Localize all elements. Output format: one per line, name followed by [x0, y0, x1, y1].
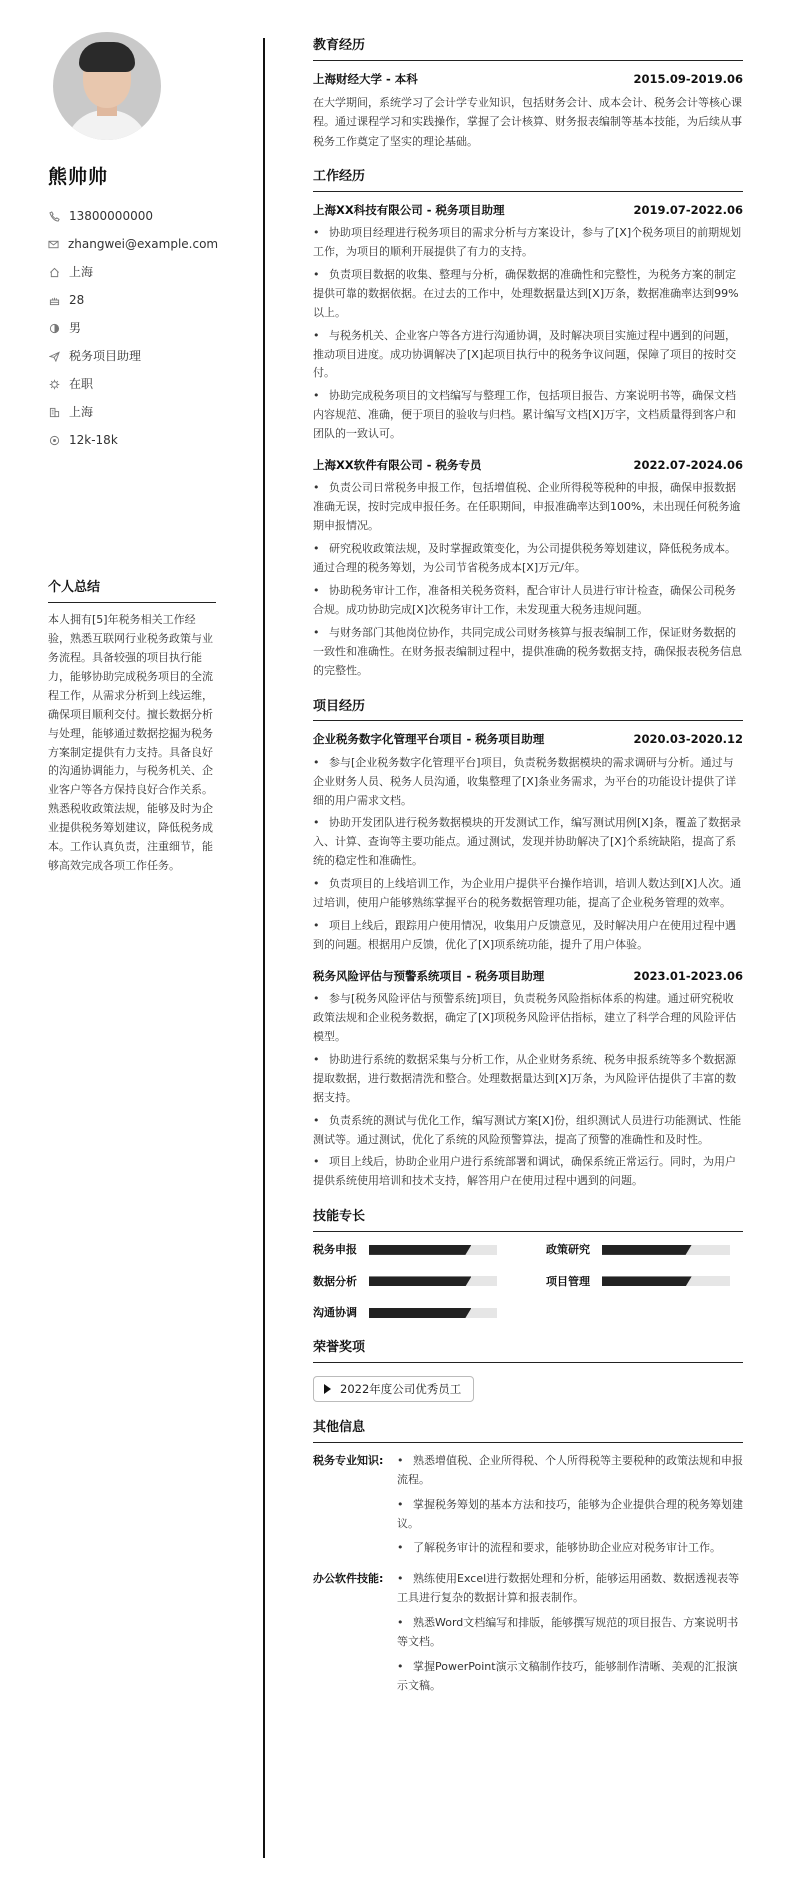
send-icon [48, 350, 60, 362]
info-age-text: 28 [69, 292, 85, 307]
list-item: • 掌握税务筹划的基本方法和技巧，能够为企业提供合理的税务筹划建议。 [397, 1496, 743, 1534]
award-badge [313, 1376, 474, 1402]
info-gender-text: 男 [69, 320, 82, 335]
vertical-divider [263, 38, 265, 1858]
skill-bar-track [369, 1276, 497, 1286]
info-age [48, 286, 216, 314]
awards-section [313, 1338, 743, 1402]
info-phone [48, 202, 216, 230]
other-key: 办公软件技能: [313, 1572, 384, 1586]
list-item: • 负责公司日常税务申报工作，包括增值税、企业所得税等税种的申报，确保申报数据准确无误，按时完成申报任务。在任职期间，申报准确率达到100%，未出现任何税务逾期申报情况。 [313, 479, 743, 536]
project-entry [313, 730, 743, 954]
salary-icon [48, 434, 60, 446]
other-row [313, 1452, 743, 1565]
skill-item [546, 1241, 743, 1259]
education-period: 2015.09-2019.06 [633, 71, 743, 86]
other-bullets [397, 1452, 743, 1559]
list-item: • 负责项目数据的收集、整理与分析，确保数据的准确性和完整性，为税务方案的制定提供可靠的数据依据。在过去的工作中，处理数据量达到[X]万条，数据准确率达到99%以上。 [313, 266, 743, 323]
list-item: • 与财务部门其他岗位协作，共同完成公司财务核算与报表编制工作，保证财务数据的一致性和准确性。在财务报表编制过程中，提供准确的税务数据支持，确保报表税务信息的完整性。 [313, 624, 743, 681]
work-entry-header [313, 201, 743, 219]
info-position-text: 税务项目助理 [69, 348, 142, 363]
info-city-text: 上海 [69, 404, 94, 419]
list-item: • 与税务机关、企业客户等各方进行沟通协调，及时解决项目实施过程中遇到的问题，推动项目进度。成功协调解决了[X]起项目执行中的税务争议问题，保障了项目的按时交付。 [313, 327, 743, 384]
list-item: • 协助完成税务项目的文档编写与整理工作，包括项目报告、方案说明书等，确保文档内容规范、准确，便于项目的验收与归档。累计编写文档[X]万字，文档质量得到客户和团队的一致认可。 [313, 387, 743, 444]
work-company: 上海XX软件有限公司 - 税务专员 [313, 458, 482, 473]
mail-icon [48, 238, 59, 250]
info-salary-text: 12k-18k [69, 432, 118, 447]
projects-section [313, 697, 743, 1192]
project-name: 企业税务数字化管理平台项目 - 税务项目助理 [313, 732, 545, 747]
other-title: 其他信息 [313, 1418, 743, 1443]
skill-bar-fill [369, 1276, 471, 1286]
award-text: 2022年度公司优秀员工 [340, 1381, 462, 1396]
skill-bar-fill [369, 1245, 471, 1255]
work-section [313, 167, 743, 681]
info-city [48, 398, 216, 426]
awards-title: 荣誉奖项 [313, 1338, 743, 1363]
sidebar [48, 32, 219, 876]
list-item: • 协助项目经理进行税务项目的需求分析与方案设计，参与了[X]个税务项目的前期规划工作，为项目的顺利开展提供了有力的支持。 [313, 224, 743, 262]
skill-label: 政策研究 [546, 1243, 590, 1257]
skill-item [313, 1241, 510, 1259]
list-item: • 协助开发团队进行税务数据模块的开发测试工作，编写测试用例[X]条，覆盖了数据录入、计算、查询等主要功能点。通过测试，发现并协助解决了[X]个系统缺陷，提高了系统的稳定性和准确性。 [313, 814, 743, 871]
list-item: • 了解税务审计的流程和要求，能够协助企业应对税务审计工作。 [397, 1539, 743, 1558]
work-bullets [313, 224, 743, 444]
skill-label: 数据分析 [313, 1274, 357, 1288]
contact-info-list [48, 202, 219, 454]
other-row [313, 1570, 743, 1701]
skill-bar-fill [369, 1308, 471, 1318]
work-period: 2022.07-2024.06 [633, 458, 743, 473]
skill-bar-track [369, 1308, 497, 1318]
main-content [313, 36, 743, 1718]
skill-label: 税务申报 [313, 1243, 357, 1257]
list-item: • 协助税务审计工作，准备相关税务资料，配合审计人员进行审计检查，确保公司税务合规。成功协助完成[X]次税务审计工作，未发现重大税务违规问题。 [313, 582, 743, 620]
skill-item [546, 1273, 743, 1291]
summary-title: 个人总结 [48, 578, 216, 603]
work-title: 工作经历 [313, 167, 743, 192]
other-section [313, 1418, 743, 1702]
summary-section [48, 578, 216, 875]
project-name: 税务风险评估与预警系统项目 - 税务项目助理 [313, 968, 545, 983]
list-item: • 熟悉增值税、企业所得税、个人所得税等主要税种的政策法规和申报流程。 [397, 1452, 743, 1490]
work-company: 上海XX科技有限公司 - 税务项目助理 [313, 202, 505, 217]
list-item: • 项目上线后，跟踪用户使用情况，收集用户反馈意见，及时解决用户在使用过程中遇到的问题。根据用户反馈，优化了[X]项系统功能，提升了用户体验。 [313, 917, 743, 955]
project-entry [313, 967, 743, 1191]
other-value [397, 1570, 743, 1701]
info-salary [48, 426, 216, 454]
info-email [48, 230, 219, 258]
skill-item [313, 1304, 510, 1322]
skill-bar-fill [602, 1276, 692, 1286]
phone-icon [48, 210, 60, 222]
project-bullets [313, 754, 743, 955]
work-entry [313, 456, 743, 680]
info-phone-text: 13800000000 [69, 208, 153, 223]
list-item: • 项目上线后，协助企业用户进行系统部署和调试，确保系统正常运行。同时，为用户提供系统使用培训和技术支持，解答用户在使用过程中遇到的问题。 [313, 1153, 743, 1191]
cake-icon [48, 294, 60, 306]
skill-bar-track [602, 1245, 730, 1255]
skill-label: 沟通协调 [313, 1306, 357, 1320]
education-school: 上海财经大学 - 本科 [313, 71, 418, 86]
list-item: • 研究税收政策法规，及时掌握政策变化，为公司提供税务筹划建议，降低税务成本。通过合理的税务筹划，为公司节省税务成本[X]万元/年。 [313, 540, 743, 578]
project-period: 2020.03-2020.12 [633, 732, 743, 747]
info-email-text: zhangwei@example.com [68, 236, 219, 251]
gender-icon [48, 322, 60, 334]
projects-title: 项目经历 [313, 697, 743, 722]
home-icon [48, 266, 60, 278]
info-location-text: 上海 [69, 264, 94, 279]
list-item: • 协助进行系统的数据采集与分析工作，从企业财务系统、税务申报系统等多个数据源提取数据，进行数据清洗和整合。处理数据量达到[X]万条，为风险评估提供了丰富的数据支持。 [313, 1051, 743, 1108]
education-desc: 在大学期间，系统学习了会计学专业知识，包括财务会计、成本会计、税务会计等核心课程。通过课程学习和实践操作，掌握了会计核算、财务报表编制等基本技能，为后续从事税务工作奠定了坚实的理论基础。 [313, 96, 742, 148]
work-entry-header [313, 456, 743, 474]
play-triangle-icon [324, 1384, 331, 1394]
list-item: • 参与[税务风险评估与预警系统]项目，负责税务风险指标体系的构建。通过研究税收政策法规和企业税务数据，确定了[X]项税务风险评估指标，建立了科学合理的风险评估模型。 [313, 990, 743, 1047]
education-header [313, 70, 743, 88]
info-status-text: 在职 [69, 376, 94, 391]
project-entry-header [313, 967, 743, 985]
skills-section [313, 1207, 743, 1322]
info-position [48, 342, 216, 370]
list-item: • 负责项目的上线培训工作，为企业用户提供平台操作培训，培训人数达到[X]人次。通过培训，使用户能够熟练掌握平台的税务数据管理功能，提高了企业税务管理的效率。 [313, 875, 743, 913]
list-item: • 参与[企业税务数字化管理平台]项目，负责税务数据模块的需求调研与分析。通过与企业财务人员、税务人员沟通，收集整理了[X]条业务需求，为平台的功能设计提供了详细的用户需求文档。 [313, 754, 743, 811]
skill-bar-track [602, 1276, 730, 1286]
work-period: 2019.07-2022.06 [633, 202, 743, 217]
list-item: • 熟悉Word文档编写和排版，能够撰写规范的项目报告、方案说明书等文档。 [397, 1614, 743, 1652]
list-item: • 掌握PowerPoint演示文稿制作技巧，能够制作清晰、美观的汇报演示文稿。 [397, 1658, 743, 1696]
info-gender [48, 314, 216, 342]
skills-title: 技能专长 [313, 1207, 743, 1232]
profile-name: 熊帅帅 [48, 166, 109, 188]
other-key: 税务专业知识: [313, 1453, 384, 1467]
info-status [48, 370, 216, 398]
info-location [48, 258, 216, 286]
project-bullets [313, 990, 743, 1191]
avatar [53, 32, 161, 140]
status-icon [48, 378, 60, 390]
summary-text: 本人拥有[5]年税务相关工作经验，熟悉互联网行业税务政策与业务流程。具备较强的项目执行能力，能够协助完成税务项目的全流程工作，从需求分析到上线运维，确保项目顺利交付。擅长数据分析与处理，能够通过数据挖掘为税务方案制定提供有力支持。具备良好的沟通协调能力，与税务机关、企业客户等各方保持良好合作关系。熟悉税收政策法规，能够及时为企业提供税务筹划建议，降低税务成本。工作认真负责，注重细节，能够高效完成各项工作任务。 [48, 613, 213, 872]
skill-label: 项目管理 [546, 1274, 590, 1288]
list-item: • 负责系统的测试与优化工作，编写测试方案[X]份，组织测试人员进行功能测试、性能测试等。通过测试，优化了系统的风险预警算法，提高了预警的准确性和及时性。 [313, 1112, 743, 1150]
other-value [397, 1452, 743, 1565]
skill-item [313, 1273, 510, 1291]
project-entry-header [313, 730, 743, 748]
list-item: • 熟练使用Excel进行数据处理和分析，能够运用函数、数据透视表等工具进行复杂的数据计算和报表制作。 [397, 1570, 743, 1608]
work-bullets [313, 479, 743, 680]
work-entry [313, 201, 743, 444]
education-title: 教育经历 [313, 36, 743, 61]
skills-grid [313, 1241, 743, 1322]
building-icon [48, 406, 60, 418]
other-bullets [397, 1570, 743, 1695]
project-period: 2023.01-2023.06 [633, 968, 743, 983]
education-section [313, 36, 743, 151]
skill-bar-track [369, 1245, 497, 1255]
skill-bar-fill [602, 1245, 692, 1255]
